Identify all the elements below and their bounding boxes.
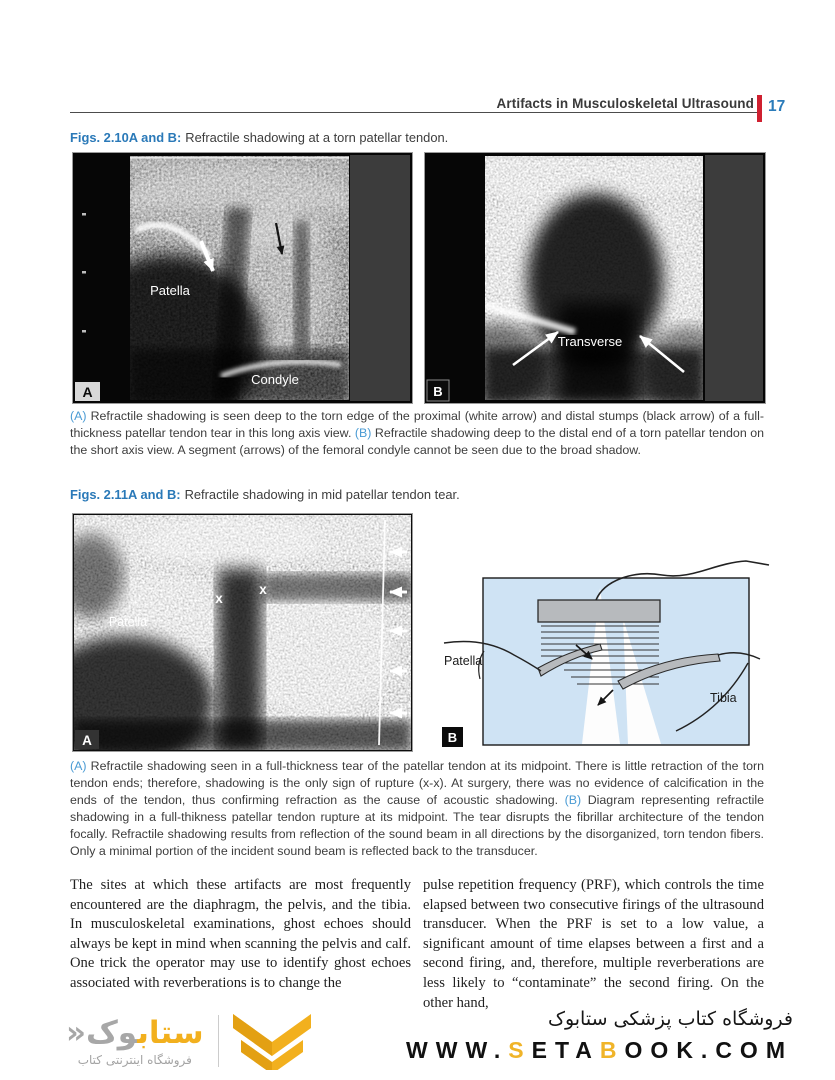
diagram-fig-2-11b [424, 513, 775, 750]
label-transverse: Transverse [557, 334, 623, 349]
rupture-mark-x1: x [215, 591, 223, 606]
side-panel-area [350, 155, 410, 401]
publisher-persian-line: فروشگاه کتاب پزشکی ستابوک [547, 1008, 793, 1030]
label-condyle: Condyle [251, 372, 299, 387]
label-tibia: Tibia [710, 691, 737, 705]
panel-badge: A [82, 384, 93, 400]
label-patella: Patella [108, 615, 148, 629]
running-head-title: Artifacts in Musculoskeletal Ultrasound [496, 96, 754, 111]
fig-2-10-title: Refractile shadowing at a torn patellar tendon. [185, 130, 449, 145]
caption-a-label: (A) [70, 409, 87, 423]
page-number-accent-bar [757, 95, 762, 122]
panel-badge: B [433, 384, 443, 399]
fig-2-11-label: Figs. 2.11A and B: [70, 487, 181, 502]
panel-badge: A [82, 733, 92, 748]
logo-tagline: فروشگاه اینترنتی کتاب [77, 1052, 192, 1067]
wordmark-yellow: ستاب [137, 1014, 204, 1051]
caption-b-label: (B) [564, 793, 582, 807]
publisher-url [406, 1037, 793, 1064]
fig-2-10-label: Figs. 2.10A and B: [70, 130, 182, 145]
ultrasound-image-2-10b [425, 153, 765, 403]
fig-2-11-heading [70, 487, 764, 502]
url-rest: OOK.COM [624, 1037, 793, 1063]
fig-2-10-row [72, 152, 766, 404]
ultrasound-fig-2-10b [424, 152, 766, 404]
body-column-right: pulse repetition frequency (PRF), which controls the time elapsed between two consecutive firings of the ultrasound transducer. When the PRF is set to a low value, a significant amount of time elapses between a first and a second firing, and, therefore, multiple reverberations are less likely to “contaminate” the second firing. On the other hand, [423, 877, 764, 1011]
fig-2-11-title: Refractile shadowing in mid patellar tendon tear. [184, 487, 460, 502]
publisher-logo [66, 1012, 313, 1070]
ultrasound-image-2-11a [73, 514, 412, 751]
header-rule [70, 112, 758, 113]
label-patella: Patella [150, 283, 190, 298]
url-b: B [599, 1037, 625, 1063]
caption-b-label: (B) [354, 426, 372, 440]
ultrasound-image-2-10a [73, 153, 412, 403]
fig-2-11-caption [70, 758, 764, 860]
url-eta: ETA [531, 1037, 600, 1063]
logo-divider [218, 1015, 220, 1067]
caption-a-text: Refractile shadowing is seen deep to the torn edge of the proximal (white arrow) and distal stumps (black arrow) of a full-thickness patellar tendon tear in this long axis view. [70, 409, 764, 440]
logo-wordmark-block [66, 1016, 204, 1067]
url-www: WWW. [406, 1037, 509, 1063]
caption-b-text: Refractile shadowing deep to the distal end of a torn patellar tendon on the short axis view. A segment (arrows) of the femoral condyle cannot be seen due to the broad shadow. [70, 426, 764, 457]
rupture-mark-x2: x [259, 582, 267, 597]
publisher-contact [406, 1008, 793, 1064]
ultrasound-texture [73, 515, 412, 751]
panel-badge: B [442, 727, 463, 747]
wordmark-gray: وک [86, 1014, 138, 1051]
url-s: S [508, 1037, 532, 1063]
fig-2-10-heading [70, 130, 764, 145]
wordmark-chevron: « [66, 1014, 87, 1051]
logo-wordmark [66, 1016, 204, 1050]
fig-2-10-caption [70, 408, 764, 459]
diagram-image [424, 513, 775, 750]
page-number: 17 [768, 98, 786, 115]
fig-2-11-row [72, 513, 775, 752]
caption-b-text: Diagram representing refractile shadowing in a full-thikness patellar tendon rupture at its midpoint. The tear disrupts the fibrillar architecture of the tendon focally. Refractile shadowing results from reflection of the sound beam in all directions by the disorganized, torn tendon fibers. Only a minimal portion of the incident sound beam is reflected back to the transducer. [70, 793, 764, 858]
transducer [538, 600, 660, 622]
ultrasound-fig-2-11a [72, 513, 413, 752]
label-patella: Patella [444, 654, 483, 668]
caption-a-label: (A) [70, 759, 87, 773]
ultrasound-texture [445, 156, 733, 403]
caption-a-text: Refractile shadowing seen in a full-thickness tear of the patellar tendon at its midpoint. There is little retraction of the torn tendon ends; therefore, shadowing is the only sign of rupture (x-x). At surgery, there was no evidence of calcification in the ends of the tendon, thus confirming refraction as the cause of acoustic shadowing. [70, 759, 764, 807]
ultrasound-fig-2-10a [72, 152, 413, 404]
brand-chevron-icon [233, 1012, 313, 1070]
body-column-left: The sites at which these artifacts are most frequently encountered are the diaphragm, the pelvis, and the tibia. In musculoskeletal examinations, ghost echoes should always be kept in mind when scanning the pelvis and calf. One trick the operator may use to identify ghost echoes associated with reverberations is to change the [70, 877, 411, 991]
side-panel-area [705, 155, 763, 401]
body-text [70, 876, 764, 1013]
